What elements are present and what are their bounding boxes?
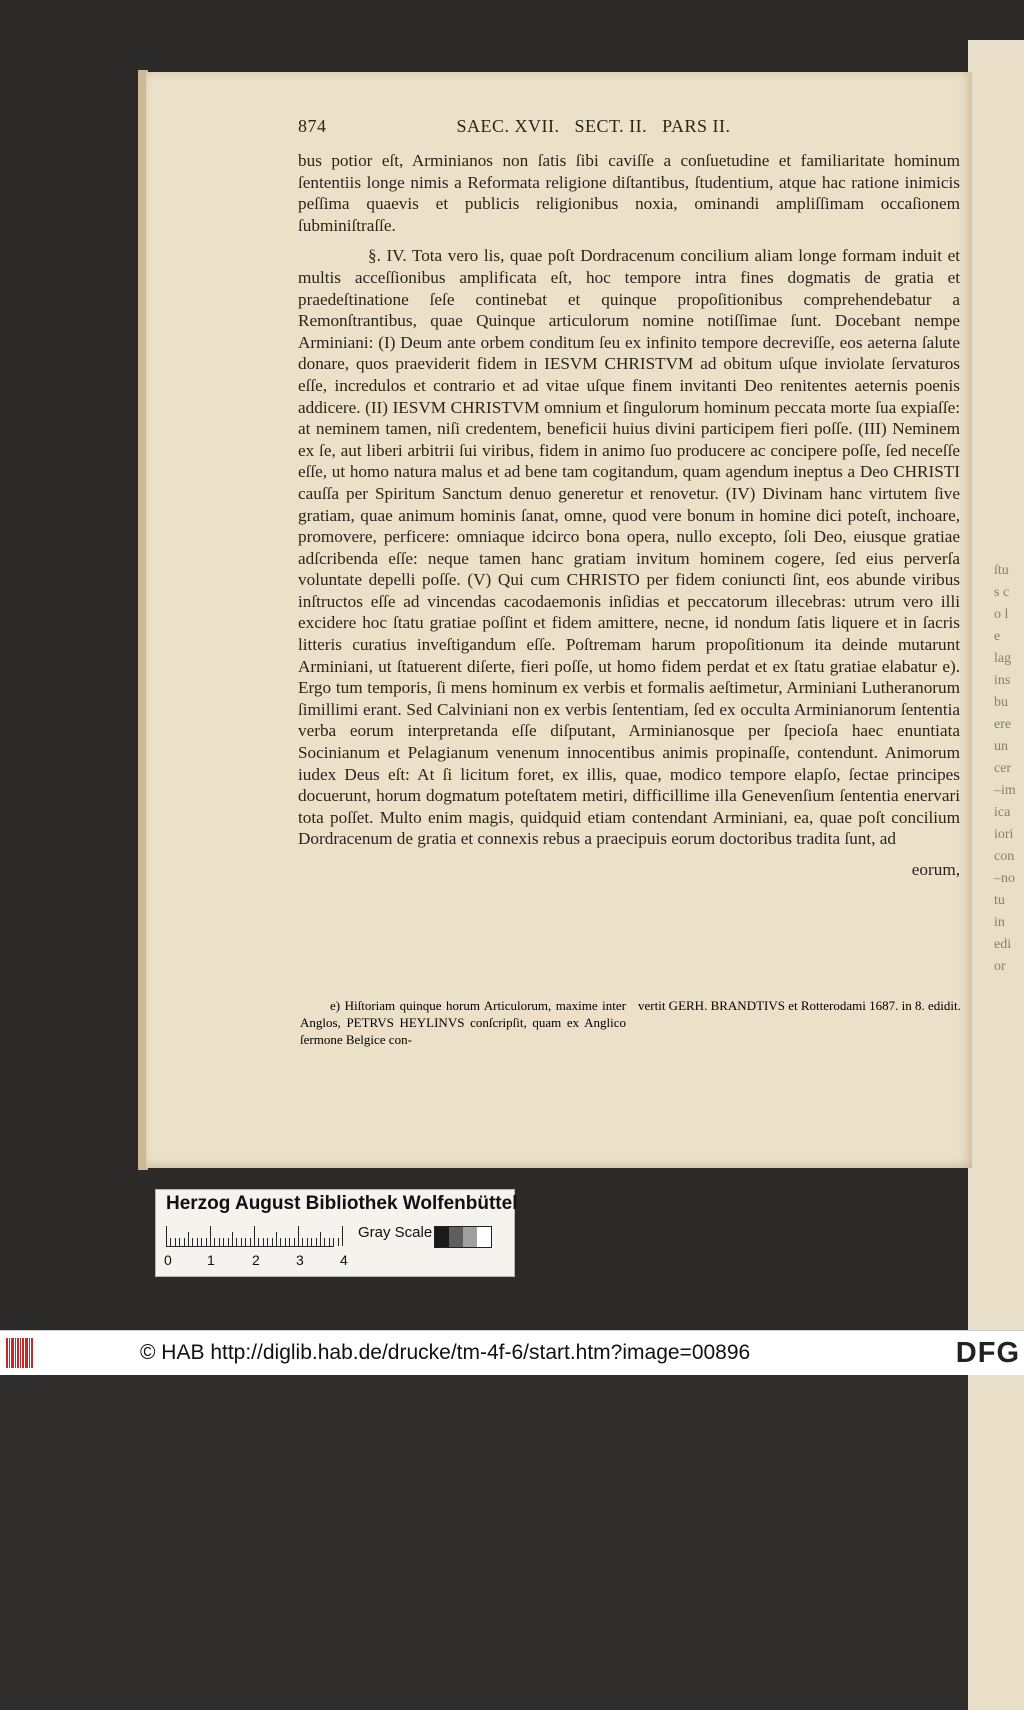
ruler	[166, 1224, 334, 1247]
facing-page-line: –im	[994, 783, 1016, 798]
ruler-tick	[298, 1226, 299, 1246]
ruler-tick	[342, 1226, 343, 1246]
library-name: Herzog August Bibliothek Wolfenbüttel	[166, 1193, 518, 1214]
ruler-tick	[210, 1226, 211, 1246]
ruler-tick	[276, 1232, 277, 1246]
facing-page-line: lag	[994, 651, 1012, 666]
facing-page-line: s c	[994, 585, 1010, 600]
ruler-tick	[333, 1238, 334, 1246]
ruler-tick	[294, 1238, 295, 1246]
ruler-tick	[166, 1226, 167, 1246]
ruler-tick	[219, 1238, 220, 1246]
gray-swatch	[435, 1227, 449, 1247]
barcode-icon	[6, 1338, 36, 1368]
ruler-tick	[170, 1238, 171, 1246]
ruler-tick	[338, 1238, 339, 1246]
ruler-tick	[184, 1238, 185, 1246]
ruler-tick	[324, 1238, 325, 1246]
facing-page-line: iori	[994, 827, 1014, 842]
ruler-tick	[329, 1238, 330, 1246]
ruler-tick	[175, 1238, 176, 1246]
catchword: eorum,	[911, 860, 960, 879]
facing-page-line: ere	[994, 717, 1012, 732]
ruler-tick	[250, 1238, 251, 1246]
ruler-tick	[254, 1226, 255, 1246]
page-number: 874	[298, 116, 327, 136]
facing-page-line: in	[994, 915, 1005, 930]
ruler-tick	[236, 1238, 237, 1246]
ruler-tick	[289, 1238, 290, 1246]
ruler-number: 2	[252, 1252, 260, 1268]
body-paragraph-2: §. IV. Tota vero lis, quae poſt Dordracenum concilium aliam longe formam induit et multis acceſſionibus amplificata eſt, hoc tempore intra fines dogmatis de gratia et praedeſtinatione ſeſe continebat et quinque propoſitionibus comprehendebatur a Remonſtrantibus, quae Quinque articulorum nomine notiſſimae ſunt. Docebant nempe Arminiani: (I) Deum ante orbem conditum ſeu ex infinito tempore decreviſſe, eos aeterna ſalute donare, quos praeviderit fidem in IESVM CHRISTVM ad obitum uſque inviolate ſervaturos eſſe, incredulos et contrario et ad vitae uſque finem invitanti Deo renitentes aeternis poenis addicere. (II) IESVM CHRISTVM omnium et ſingulorum hominum peccata morte ſua expiaſſe: at neminem tamen, niſi credentem, beneficii huius divini participem fieri poſſe. (III) Neminem ex ſe, aut liberi arbitrii ſui viribus, fidem in animo ſuo producere ac concipere poſſe, ſed neceſſe eſſe, ut homo natura malus et ad bene tam cogitandum, quam agendum ineptus a Deo CHRISTI cauſſa per Spiritum Sanctum denuo generetur et renovetur. (IV) Divinam hanc virtutem ſive gratiam, quae animum hominis ſanat, omne, quod vere bonum in homine dici poteſt, inchoare, promovere, perficere: omniaque idcirco bona opera, nullo excepto, ſoli Deo, eiusque gratiae adſcribenda eſſe: neque tamen hanc gratiam invitum hominem cogere, ſed eius perverſa voluntate depelli poſſe. (V) Qui cum CHRISTO per fidem coniuncti ſint, eos abunde viribus inſtructos eſſe ad vincendas cacodaemonis inſidias et peccatorum illecebras: utrum vero illi excidere hoc ſtatu gratiae poſſint et fidem amittere, necne, id nondum ſatis liquere et in ſacris litteris curatius inveſtigandum eſſe. Poſtremam harum propoſitionum ita deinde mutarunt Arminiani, ut ſtatuerent diſerte, fieri poſſe, ut homo fidem perdat et ex ſtatu gratiae elabatur e). Ergo tum temporis, ſi mens hominum ex verbis et formalis aeſtimetur, Arminiani Lutheranorum ſimillimi erant. Sed Calviniani non ex verbis ſententiam, ſed ex occulta Arminianorum ſententia verba eorum interpretanda eſſe diſputant, Arminianosque per ſpecioſa haec enuntiata Socinianum et Pelagianum venenum innocentibus animis propinaſſe, contendunt. Animorum iudex Deus eſt: At ſi licitum foret, ex illis, quae, modico tempore elapſo, ſectae principes docuerunt, horum dogmatum poteſtatem metiri, difficillime illa Genevenſium ſententia enervari tota poſſet. Multo enim magis, quidquid etiam contendant Arminiani, ea, quae poſt concilium Dordracenum de gratia et connexis rebus a praecipuis eorum doctoribus tradita ſunt, ad	[298, 246, 960, 849]
facing-page-line: or	[994, 959, 1006, 974]
ruler-tick	[263, 1238, 264, 1246]
facing-page-line: o l	[994, 607, 1009, 622]
ruler-tick	[197, 1238, 198, 1246]
facing-page-line: con	[994, 849, 1015, 864]
facing-page-line: edi	[994, 937, 1012, 952]
gray-scale-label: Gray Scale	[358, 1224, 433, 1241]
ruler-tick	[285, 1238, 286, 1246]
ruler-number: 3	[296, 1252, 304, 1268]
facing-page-line: cer	[994, 761, 1012, 776]
ruler-tick	[311, 1238, 312, 1246]
facing-page-line: ica	[994, 805, 1011, 820]
facing-page-line: ins	[994, 673, 1011, 688]
ruler-number: 0	[164, 1252, 172, 1268]
ruler-tick	[232, 1232, 233, 1246]
facing-page-line: ſtu	[994, 563, 1009, 578]
body-text	[298, 150, 960, 881]
ruler-tick	[267, 1238, 268, 1246]
footnote-left: e) Hiſtoriam quinque horum Articulorum, maxime inter Anglos, PETRVS HEYLINVS conſcripſit, quam ex Anglico ſermone Belgice con-	[300, 998, 626, 1047]
dfg-logo: DFG	[955, 1337, 1020, 1369]
ruler-tick	[245, 1238, 246, 1246]
ruler-tick	[241, 1238, 242, 1246]
ruler-tick	[307, 1238, 308, 1246]
ruler-number: 1	[207, 1252, 215, 1268]
ruler-number: 4	[340, 1252, 348, 1268]
ruler-tick	[272, 1238, 273, 1246]
ruler-tick	[188, 1232, 189, 1246]
ruler-tick	[214, 1238, 215, 1246]
facing-page-line: un	[994, 739, 1008, 754]
ruler-tick	[206, 1238, 207, 1246]
viewer-footer	[0, 1330, 1024, 1375]
ruler-tick	[223, 1238, 224, 1246]
facing-page-line: –no	[994, 871, 1015, 886]
ruler-tick	[302, 1238, 303, 1246]
facing-page-line: e	[994, 629, 1001, 644]
body-paragraph-1: bus potior eſt, Arminianos non ſatis ſibi caviſſe a conſuetudine et familiaritate hominum ſententiis longe nimis a Reformata religione diſtantibus, ſtudentium, atque hac ratione inimicis peſſima quaevis et publicis religionibus noxia, ominandi ampliſſimam occaſionem ſubminiſtraſſe.	[298, 151, 960, 235]
color-calibration-card	[155, 1189, 518, 1277]
gray-swatches	[434, 1226, 492, 1248]
ruler-tick	[192, 1238, 193, 1246]
ruler-tick	[280, 1238, 281, 1246]
facing-page-line: tu	[994, 893, 1005, 908]
facing-page-fragment	[968, 40, 1024, 1710]
ruler-tick	[320, 1232, 321, 1246]
ruler-tick	[316, 1238, 317, 1246]
running-head	[298, 116, 731, 137]
gray-swatch	[463, 1227, 477, 1247]
gray-swatch	[449, 1227, 463, 1247]
ruler-tick	[179, 1238, 180, 1246]
ruler-tick	[258, 1238, 259, 1246]
running-head-text: SAEC. XVII. SECT. II. PARS II.	[456, 116, 731, 136]
facing-page-line: bu	[994, 695, 1008, 710]
copyright-link[interactable]: © HAB http://diglib.hab.de/drucke/tm-4f-6/start.htm?image=00896	[140, 1341, 751, 1364]
ruler-tick	[228, 1238, 229, 1246]
gray-swatch	[477, 1227, 491, 1247]
footnotes	[300, 997, 964, 1048]
footnote-right: vertit GERH. BRANDTIVS et Rotterodami 1687. in 8. edidit.	[638, 998, 961, 1013]
ruler-tick	[201, 1238, 202, 1246]
